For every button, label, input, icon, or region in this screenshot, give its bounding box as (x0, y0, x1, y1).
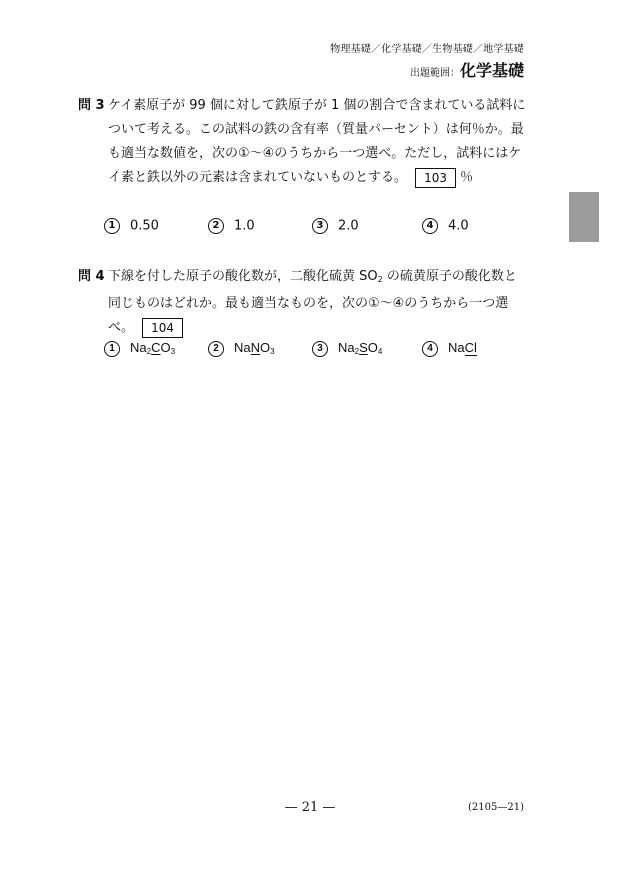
question-3 (78, 94, 528, 190)
chem-part: Na (448, 340, 465, 355)
chem-subscript: 2 (146, 347, 152, 356)
chem-part: Na (338, 340, 355, 355)
q3-choice-value: 2.0 (338, 218, 359, 234)
q3-choice-value: 4.0 (448, 218, 469, 234)
chem-part: O (367, 340, 378, 355)
so2-subscript: 2 (377, 275, 383, 284)
underlined-atom: S (359, 340, 368, 355)
choice-mark-4: 4 (422, 218, 438, 234)
q3-choice-value: 0.50 (130, 218, 159, 234)
page-number: — 21 — (284, 800, 336, 815)
q4-choice-2[interactable] (208, 340, 275, 357)
choice-mark-4: 4 (422, 341, 438, 357)
chem-part: O (160, 340, 171, 355)
question-4-text-b: の硫黄原子の酸化数と同じものはどれか。最も適当なものを，次の①～④のうちから一つ選べ。 (108, 269, 517, 335)
chem-subscript: 3 (170, 347, 176, 356)
underlined-atom: C (151, 340, 161, 355)
chem-subscript: 2 (354, 347, 360, 356)
header-scope (410, 58, 524, 81)
choice-mark-1: 1 (104, 218, 120, 234)
chem-part: Na (234, 340, 251, 355)
q3-choice-2[interactable] (208, 218, 255, 234)
question-4-number: 問 4 (78, 269, 105, 284)
q3-choice-3[interactable] (312, 218, 359, 234)
question-4-text-a: 下線を付した原子の酸化数が，二酸化硫黄 SO (108, 269, 378, 284)
underlined-atom: Cl (464, 340, 477, 355)
question-3-number: 問 3 (78, 98, 105, 113)
choice-mark-2: 2 (208, 218, 224, 234)
chem-subscript: 3 (270, 347, 275, 356)
chem-subscript: 4 (377, 347, 383, 356)
scope-value: 化学基礎 (459, 61, 524, 80)
scope-label: 出題範囲： (409, 68, 460, 79)
choice-mark-3: 3 (312, 341, 328, 357)
answer-box-104[interactable]: 104 (142, 318, 183, 338)
q3-choice-value: 1.0 (234, 218, 255, 234)
q4-choice-1[interactable] (104, 340, 175, 357)
q3-choice-1[interactable] (104, 218, 159, 234)
header-subjects: 物理基礎／化学基礎／生物基礎／地学基礎 (330, 44, 524, 55)
choice-mark-1: 1 (104, 341, 120, 357)
exam-code: (2105—21) (468, 802, 524, 813)
choice-mark-2: 2 (208, 341, 224, 357)
side-tab-marker (569, 192, 599, 242)
underlined-atom: N (250, 340, 261, 355)
question-4 (78, 265, 528, 340)
question-3-unit: ％ (460, 170, 474, 185)
chem-part: Na (130, 340, 147, 355)
q4-choice-4[interactable] (422, 340, 477, 357)
q4-choice-3[interactable] (312, 340, 382, 357)
chem-part: O (260, 340, 271, 355)
answer-box-103[interactable]: 103 (415, 168, 456, 188)
q3-choice-4[interactable] (422, 218, 469, 234)
choice-mark-3: 3 (312, 218, 328, 234)
question-3-text: ケイ素原子が 99 個に対して鉄原子が 1 個の割合で含まれている試料について考える。この試料の鉄の含有率（質量パーセント）は何％か。最も適当な数値を，次の①～④のうちから一つ選べ。ただし，試料にはケイ素と鉄以外の元素は含まれていないものとする。 (108, 98, 526, 185)
